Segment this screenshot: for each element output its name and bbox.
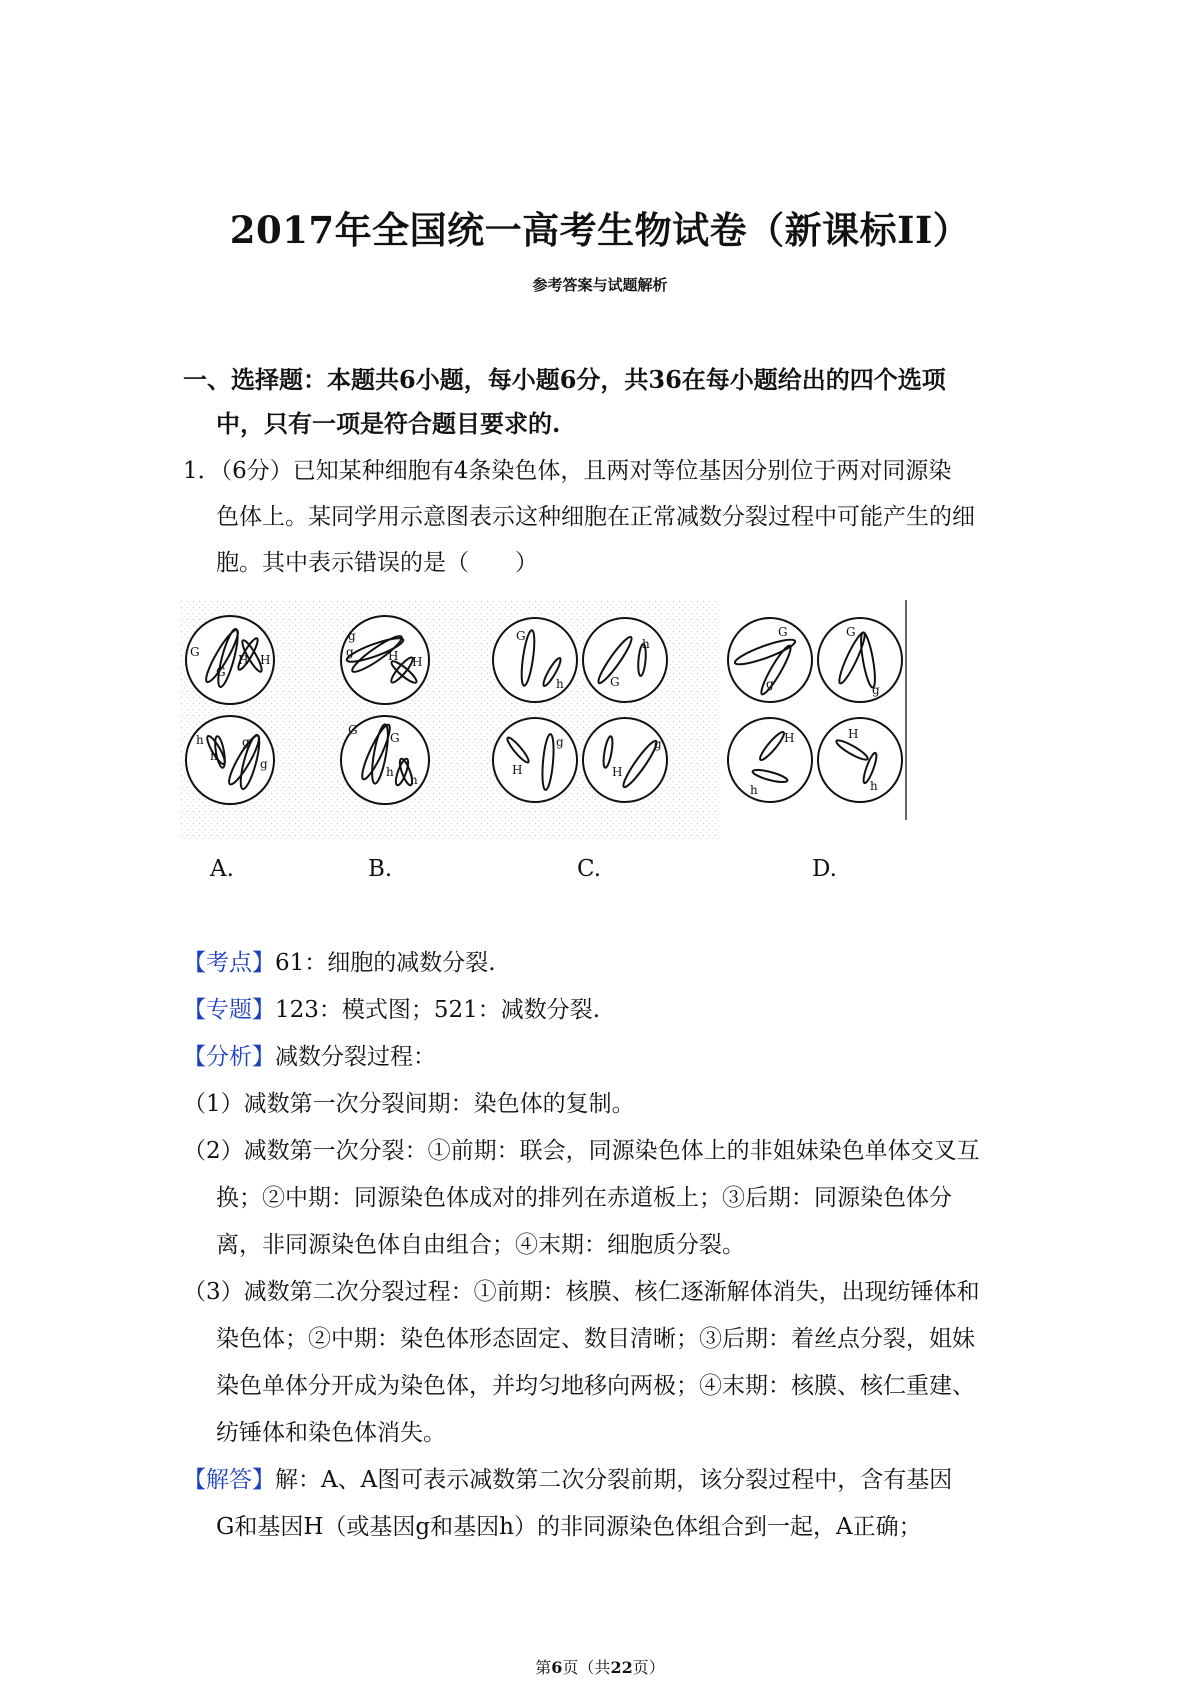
gene-label: H (512, 763, 523, 777)
footer-middle: 页（共 (562, 1658, 611, 1677)
question-1 (183, 448, 1043, 586)
footer-suffix: 页） (632, 1658, 665, 1677)
gene-label: G (390, 731, 400, 745)
gene-label: h (196, 733, 204, 747)
cell-d-bottom-right (818, 718, 902, 802)
option-a-label: A. (210, 856, 234, 882)
gene-label: g (346, 645, 354, 659)
option-d-label: D. (812, 856, 837, 882)
page-subtitle: 参考答案与试题解析 (532, 276, 668, 294)
cell-d-top-right (818, 618, 902, 702)
gene-label: h (750, 783, 758, 797)
gene-label: h (870, 779, 878, 793)
jieda-tag: 【解答】 (183, 1467, 275, 1493)
cell-division-figure (180, 600, 1000, 840)
zhuanti-tag: 【专题】 (183, 997, 275, 1023)
option-b-label: B. (368, 856, 393, 882)
kaodian-row (183, 940, 1043, 987)
gene-label: g (242, 735, 250, 749)
option-c-label: C. (577, 856, 602, 882)
gene-label: H (612, 765, 623, 779)
fenxi-text: 减数分裂过程： (275, 1044, 436, 1070)
gene-label: H (784, 731, 795, 745)
zhuanti-text: 123：模式图；521：减数分裂. (275, 997, 601, 1023)
page-title: 2017年全国统一高考生物试卷（新课标II） (229, 208, 971, 252)
gene-label: H (260, 653, 271, 667)
zhuanti-row (183, 987, 1043, 1034)
fenxi-row (183, 1034, 1043, 1081)
question-1-line3: 胞。其中表示错误的是（ ） (216, 550, 538, 576)
analysis-paragraph-2-line3: 离，非同源染色体自由组合；④末期：细胞质分裂。 (216, 1232, 745, 1258)
analysis-paragraph-2-line2: 换；②中期：同源染色体成对的排列在赤道板上；③后期：同源染色体分 (216, 1185, 952, 1211)
section-heading (183, 358, 1043, 446)
gene-label: G (190, 645, 200, 659)
gene-label: g (260, 757, 268, 771)
gene-label: g (348, 629, 356, 643)
analysis-paragraph-3-line1: （3）减数第二次分裂过程：①前期：核膜、核仁逐渐解体消失，出现纺锤体和 (183, 1279, 980, 1305)
jieda-row (183, 1457, 1043, 1504)
section-heading-line2: 中，只有一项是符合题目要求的. (216, 409, 561, 438)
analysis-paragraph-2-line1: （2）减数第一次分裂：①前期：联会，同源染色体上的非姐妹染色单体交叉互 (183, 1138, 980, 1164)
gene-label: G (610, 675, 620, 689)
gene-label: G (846, 625, 856, 639)
gene-label: h (556, 677, 564, 691)
cell-c-top-left (493, 618, 577, 702)
page-footer (0, 1655, 1200, 1678)
gene-label: g (654, 737, 662, 751)
cell-d-bottom-left (728, 718, 812, 802)
analysis-paragraph-1: （1）减数第一次分裂间期：染色体的复制。 (183, 1091, 635, 1117)
answer-options (0, 856, 1200, 886)
gene-label: H (388, 649, 399, 663)
gene-label: H (238, 653, 249, 667)
gene-label: G (778, 625, 788, 639)
gene-label: H (412, 655, 423, 669)
gene-label: h (210, 749, 218, 763)
gene-label: h (410, 773, 418, 787)
footer-page-number: 6 (551, 1658, 563, 1677)
gene-label: g (766, 677, 774, 691)
gene-label: h (386, 765, 394, 779)
gene-label: h (642, 637, 650, 651)
gene-label: H (848, 727, 859, 741)
fenxi-tag: 【分析】 (183, 1044, 275, 1070)
cell-c-top-right (583, 618, 667, 702)
cell-c-bottom-left (493, 718, 577, 802)
jieda-line1: 解：A、A图可表示减数第二次分裂前期，该分裂过程中，含有基因 (275, 1467, 953, 1493)
analysis-paragraph-3-line2: 染色体；②中期：染色体形态固定、数目清晰；③后期：着丝点分裂，姐妹 (216, 1326, 975, 1352)
answer-analysis (183, 940, 1043, 1551)
gene-label: G (216, 665, 226, 679)
question-1-line2: 色体上。某同学用示意图表示这种细胞在正常减数分裂过程中可能产生的细 (216, 504, 975, 530)
cell-c-bottom-right (583, 718, 667, 802)
analysis-paragraph-3-line3: 染色单体分开成为染色体，并均匀地移向两极；④末期：核膜、核仁重建、 (216, 1373, 975, 1399)
analysis-paragraph-3-line4: 纺锤体和染色体消失。 (216, 1420, 446, 1446)
kaodian-text: 61：细胞的减数分裂. (275, 950, 496, 976)
section-heading-line1: 一、选择题：本题共6小题，每小题6分，共36在每小题给出的四个选项 (183, 365, 946, 394)
gene-label: G (348, 723, 358, 737)
gene-label: g (556, 735, 564, 749)
jieda-line2: G和基因H（或基因g和基因h）的非同源染色体组合到一起，A正确； (216, 1514, 922, 1540)
footer-prefix: 第 (535, 1658, 552, 1677)
gene-label: G (516, 629, 526, 643)
cell-diagram-svg (180, 600, 1000, 840)
gene-label: g (872, 683, 880, 697)
kaodian-tag: 【考点】 (183, 950, 275, 976)
footer-total-pages: 22 (610, 1658, 633, 1677)
question-1-line1: 1．（6分）已知某种细胞有4条染色体，且两对等位基因分别位于两对同源染 (183, 458, 952, 484)
